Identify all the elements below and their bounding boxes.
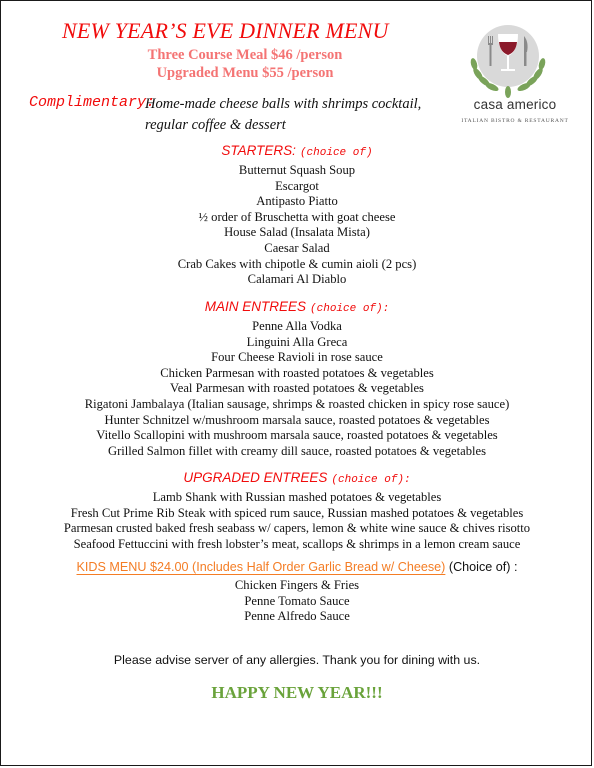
- list-item: Four Cheese Ravioli in rose sauce: [211, 350, 383, 365]
- list-item: Lamb Shank with Russian mashed potatoes & vegetables: [152, 490, 442, 504]
- list-item: Parmesan crusted baked fresh seabass w/ capers, lemon & white wine sauce & chives risotto: [63, 521, 531, 536]
- list-item: Antipasto Piatto: [256, 194, 338, 209]
- upgraded-entrees-section: [0, 469, 594, 552]
- list-item: Veal Parmesan with roasted potatoes & vegetables: [170, 381, 424, 396]
- kids-menu-list: [0, 578, 594, 625]
- list-item: ½ order of Bruschetta with goat cheese: [198, 209, 396, 224]
- list-item: Penne Alla Vodka: [252, 319, 342, 333]
- main-entrees-list: [0, 319, 594, 459]
- kids-menu-section: [0, 575, 594, 625]
- starters-list: [0, 163, 594, 288]
- new-year-greeting: HAPPY NEW YEAR!!!: [211, 683, 383, 702]
- main-entrees-heading-title: MAIN ENTREES: [204, 299, 307, 314]
- complimentary-line-2: regular coffee & dessert: [145, 117, 286, 133]
- list-item: Penne Alfredo Sauce: [244, 609, 350, 624]
- list-item: Escargot: [275, 178, 319, 193]
- list-item: Caesar Salad: [264, 240, 330, 255]
- starters-section: [0, 142, 594, 288]
- brand-name: casa americo: [473, 97, 557, 112]
- list-item: House Salad (Insalata Mista): [224, 225, 370, 240]
- main-entrees-section: [0, 298, 594, 459]
- list-item: Chicken Parmesan with roasted potatoes & vegetables: [160, 365, 434, 380]
- kids-menu-heading: [0, 560, 594, 574]
- starters-heading-note: (choice of): [299, 147, 373, 159]
- price-upgraded: Upgraded Menu $55 /person: [156, 65, 334, 81]
- list-item: Vitello Scallopini with mushroom marsala sauce, roasted potatoes & vegetables: [96, 428, 498, 443]
- allergy-note: Please advise server of any allergies. Thank you for dining with us.: [113, 653, 481, 667]
- upgraded-entrees-heading-title: UPGRADED ENTREES: [183, 470, 328, 485]
- list-item: Penne Tomato Sauce: [244, 593, 350, 608]
- upgraded-entrees-heading: [0, 469, 594, 487]
- starters-heading: [0, 142, 594, 160]
- starters-heading-title: STARTERS:: [221, 143, 296, 158]
- list-item: Rigatoni Jambalaya (Italian sausage, shrimps & roasted chicken in spicy rose sauce): [84, 396, 510, 411]
- menu-title: NEW YEAR’S EVE DINNER MENU: [62, 18, 389, 43]
- complimentary-label: Complimentary:: [29, 94, 156, 111]
- list-item: Chicken Fingers & Fries: [234, 578, 360, 592]
- complimentary-line-1: Home-made cheese balls with shrimps cocktail,: [145, 96, 422, 112]
- list-item: Linguini Alla Greca: [246, 334, 348, 349]
- upgraded-entrees-list: [0, 490, 594, 552]
- main-entrees-heading: [0, 298, 594, 316]
- kids-menu-title: KIDS MENU $24.00 (Includes Half Order Garlic Bread w/ Cheese): [76, 560, 446, 574]
- upgraded-entrees-heading-note: (choice of):: [331, 474, 411, 486]
- main-entrees-heading-note: (choice of):: [310, 303, 390, 315]
- price-three-course: Three Course Meal $46 /person: [147, 47, 343, 63]
- list-item: Fresh Cut Prime Rib Steak with spiced rum sauce, Russian mashed potatoes & vegetables: [70, 505, 524, 520]
- list-item: Grilled Salmon fillet with creamy dill sauce, roasted potatoes & vegetables: [107, 443, 487, 458]
- list-item: Hunter Schnitzel w/mushroom marsala sauce, roasted potatoes & vegetables: [104, 412, 490, 427]
- list-item: Calamari Al Diablo: [247, 272, 347, 287]
- list-item: Seafood Fettuccini with fresh lobster’s meat, scallops & shrimps in a lemon cream sauce: [73, 536, 521, 551]
- complimentary-text: [145, 94, 465, 136]
- brand-tagline: ITALIAN BISTRO & RESTAURANT: [461, 118, 569, 124]
- list-item: Butternut Squash Soup: [238, 163, 356, 177]
- list-item: Crab Cakes with chipotle & cumin aioli (2 pcs): [177, 256, 417, 271]
- kids-menu-note: (Choice of) :: [445, 560, 518, 574]
